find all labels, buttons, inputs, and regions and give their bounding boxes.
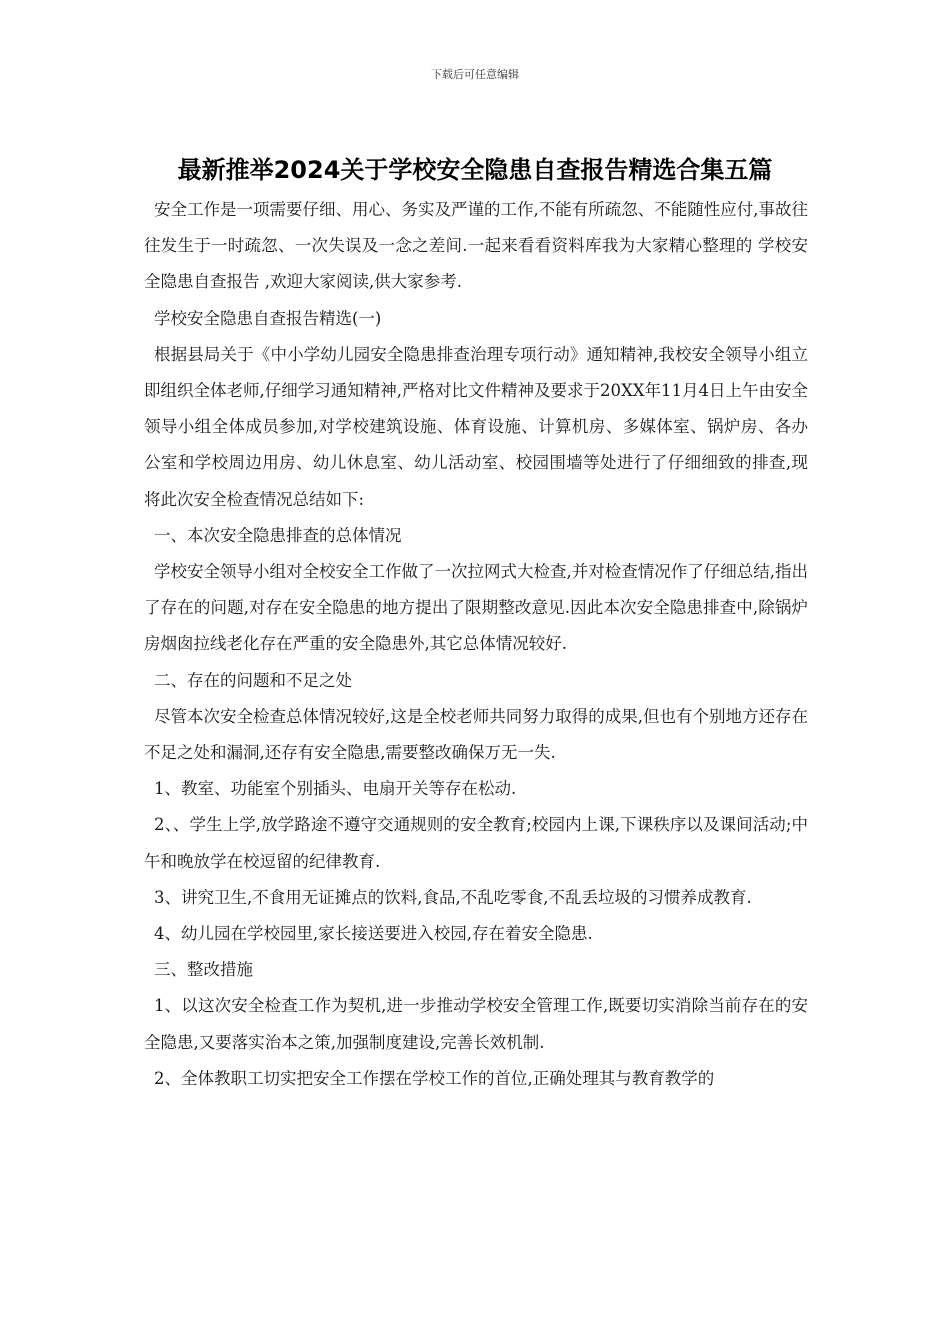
list-item-measure-1: 1、以这次安全检查工作为契机,进一步推动学校安全管理工作,既要切实消除当前存在的安全隐患,又要落实治本之策,加强制度建设,完善长效机制. — [144, 996, 808, 1052]
paragraph-intro: 安全工作是一项需要仔细、用心、务实及严谨的工作,不能有所疏忽、不能随性应付,事故往往发生于一时疏忽、一次失误及一念之差间.一起来看看资料库我为大家精心整理的 学校安全隐患自查报告 ,欢迎大家阅读,供大家参考. — [144, 200, 808, 292]
section-heading-measures: 三、整改措施 — [154, 960, 253, 980]
section-heading-problems: 二、存在的问题和不足之处 — [154, 670, 352, 690]
list-item-measure-2: 2、全体教职工切实把安全工作摆在学校工作的首位,正确处理其与教育教学的 — [154, 1068, 715, 1088]
list-item-problem-3: 3、讲究卫生,不食用无证摊点的饮料,食品,不乱吃零食,不乱丢垃圾的习惯养成教育. — [154, 887, 752, 907]
section-heading-report-one: 学校安全隐患自查报告精选(一) — [154, 308, 382, 328]
list-item-problem-1: 1、教室、功能室个别插头、电扇开关等存在松动. — [154, 779, 517, 799]
list-item-problem-4: 4、幼儿园在学校园里,家长接送要进入校园,存在着安全隐患. — [154, 924, 593, 944]
section-heading-overall: 一、本次安全隐患排查的总体情况 — [154, 525, 402, 545]
paragraph-overall: 学校安全领导小组对全校安全工作做了一次拉网式大检查,并对检查情况作了仔细总结,指出了存在的问题,对存在安全隐患的地方提出了限期整改意见.因此本次安全隐患排查中,除锅炉房烟囱拉线老化存在严重的安全隐患外,其它总体情况较好. — [144, 562, 808, 654]
paragraph-problems: 尽管本次安全检查总体情况较好,这是全校老师共同努力取得的成果,但也有个别地方还存在不足之处和漏洞,还存有安全隐患,需要整改确保万无一失. — [144, 706, 808, 763]
paragraph-background: 根据县局关于《中小学幼儿园安全隐患排查治理专项行动》通知精神,我校安全领导小组立即组织全体老师,仔细学习通知精神,严格对比文件精神及要求于20XX年11月4日上午由安全领导小组全体成员参加,对学校建筑设施、体育设施、计算机房、多媒体室、锅炉房、各办公室和学校周边用房、幼儿休息室、幼儿活动室、校园围墙等处进行了仔细细致的排查,现将此次安全检查情况总结如下: — [144, 344, 808, 509]
document-title: 最新推举2024关于学校安全隐患自查报告精选合集五篇 — [177, 156, 773, 184]
header-note: 下载后可任意编辑 — [431, 68, 519, 81]
list-item-problem-2: 2、、学生上学,放学路途不遵守交通规则的安全教育;校园内上课,下课秩序以及课间活动;中午和晚放学在校逗留的纪律教育. — [144, 815, 808, 871]
document-body — [144, 192, 808, 1097]
